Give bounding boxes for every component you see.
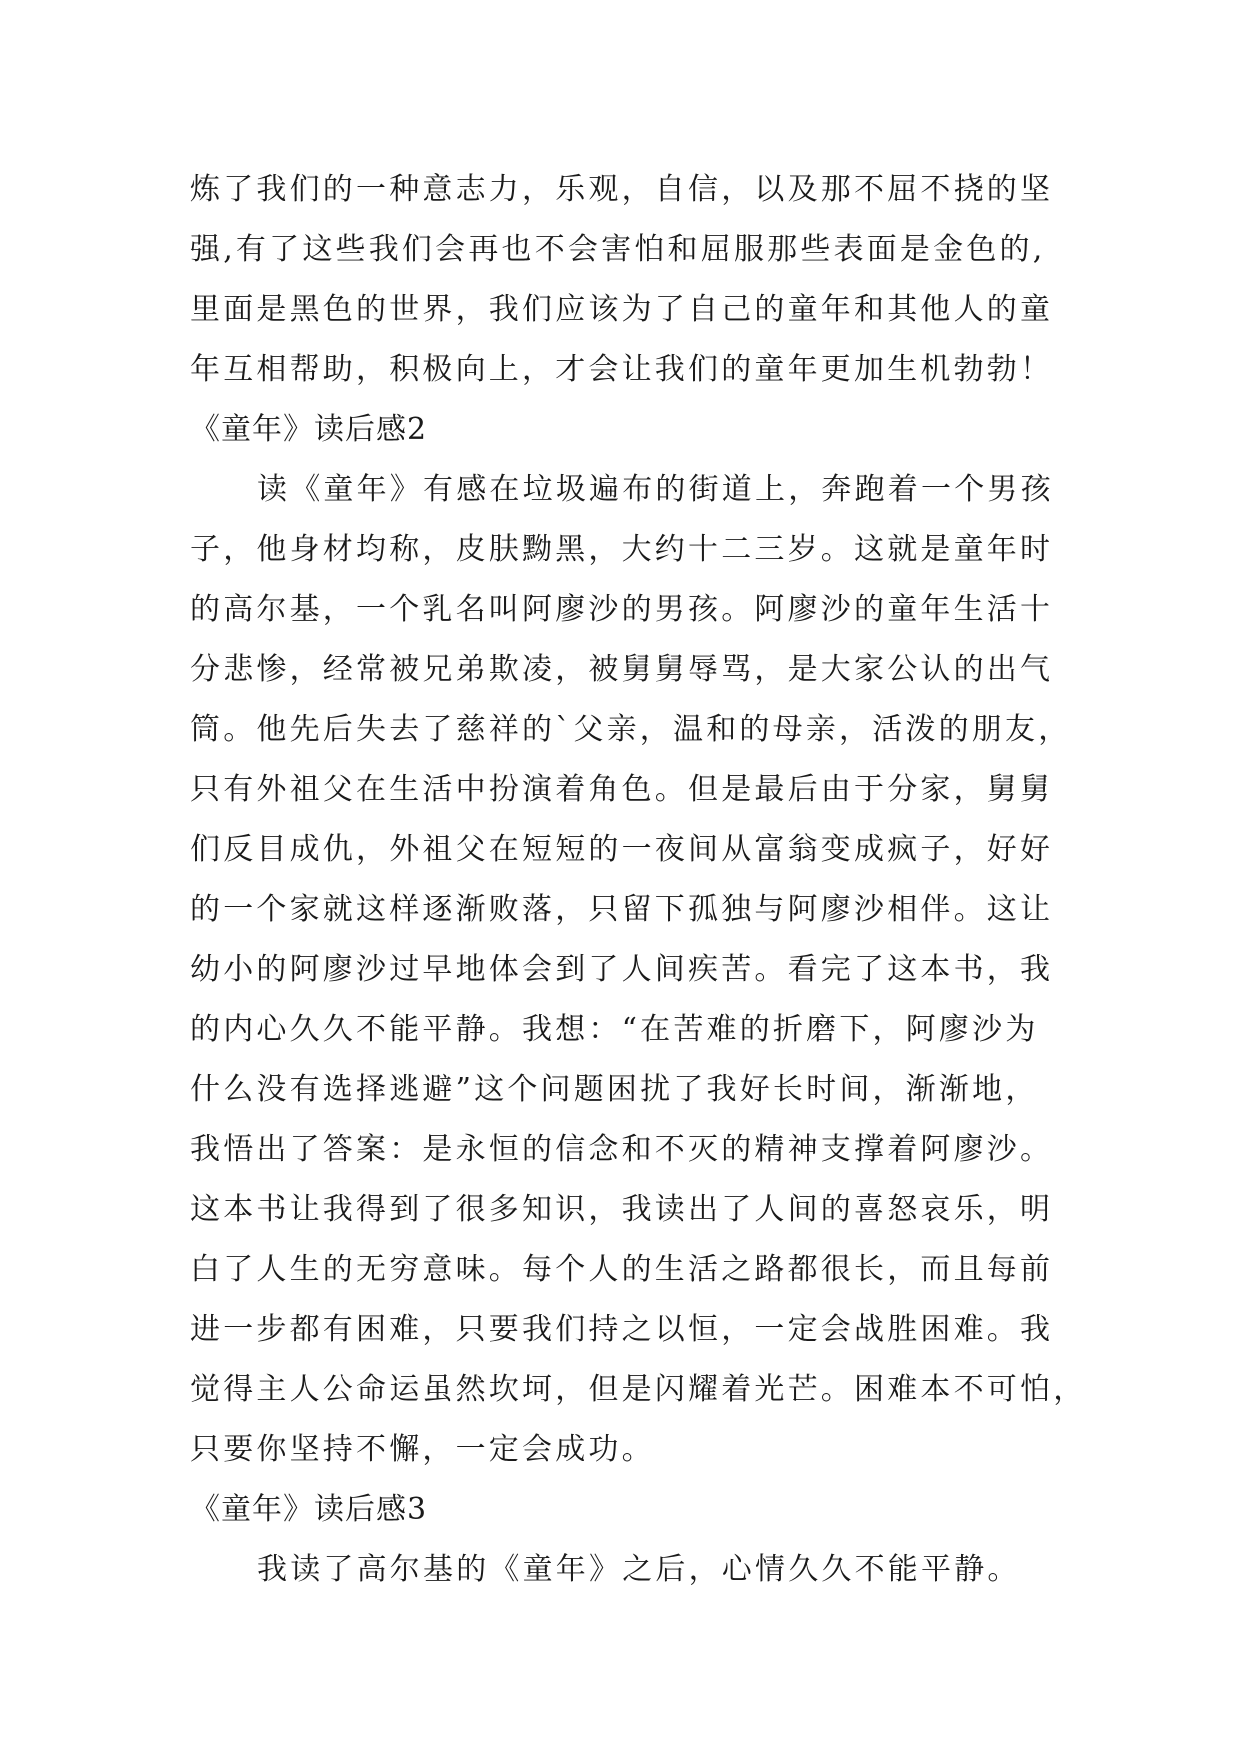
text-line: 这本书让我得到了很多知识，我读出了人间的喜怒哀乐，明 [190, 1192, 1054, 1227]
section-heading: 《童年》读后感3 [190, 1492, 428, 1527]
text-line: 年互相帮助，积极向上，才会让我们的童年更加生机勃勃！ [190, 352, 1054, 387]
text-line: 进一步都有困难，只要我们持之以恒，一定会战胜困难。我 [190, 1312, 1054, 1347]
text-line: 只要你坚持不懈，一定会成功。 [190, 1432, 655, 1467]
text-line: 白了人生的无穷意味。每个人的生活之路都很长，而且每前 [190, 1252, 1054, 1287]
text-line: 的内心久久不能平静。我想：“在苦难的折磨下，阿廖沙为 [190, 1012, 1039, 1047]
text-line: 觉得主人公命运虽然坎坷，但是闪耀着光芒。困难本不可怕， [190, 1372, 1087, 1407]
paragraph-first-line: 我读了高尔基的《童年》之后，心情久久不能平静。 [257, 1552, 1021, 1587]
text-line: 幼小的阿廖沙过早地体会到了人间疾苦。看完了这本书，我 [190, 952, 1054, 987]
text-line: 里面是黑色的世界，我们应该为了自己的童年和其他人的童 [190, 292, 1054, 327]
text-line: 子，他身材均称，皮肤黝黑，大约十二三岁。这就是童年时 [190, 532, 1054, 567]
text-line: 炼了我们的一种意志力，乐观，自信，以及那不屈不挠的坚 [190, 172, 1054, 207]
section-heading: 《童年》读后感2 [190, 412, 428, 447]
text-line: 我悟出了答案：是永恒的信念和不灭的精神支撑着阿廖沙。 [190, 1132, 1054, 1167]
paragraph-first-line: 读《童年》有感在垃圾遍布的街道上，奔跑着一个男孩 [257, 472, 1054, 507]
text-line: 什么没有选择逃避”这个问题困扰了我好长时间，渐渐地， [190, 1072, 1039, 1107]
text-line: 强,有了这些我们会再也不会害怕和屈服那些表面是金色的, [190, 232, 1046, 267]
text-line: 筒。他先后失去了慈祥的`父亲，温和的母亲，活泼的朋友， [190, 712, 1072, 747]
text-line: 们反目成仇，外祖父在短短的一夜间从富翁变成疯子，好好 [190, 832, 1054, 867]
text-line: 分悲惨，经常被兄弟欺凌，被舅舅辱骂，是大家公认的出气 [190, 652, 1054, 687]
text-line: 的高尔基，一个乳名叫阿廖沙的男孩。阿廖沙的童年生活十 [190, 592, 1054, 627]
text-line: 的一个家就这样逐渐败落，只留下孤独与阿廖沙相伴。这让 [190, 892, 1054, 927]
text-line: 只有外祖父在生活中扮演着角色。但是最后由于分家，舅舅 [190, 772, 1054, 807]
document-text [190, 160, 1090, 1600]
